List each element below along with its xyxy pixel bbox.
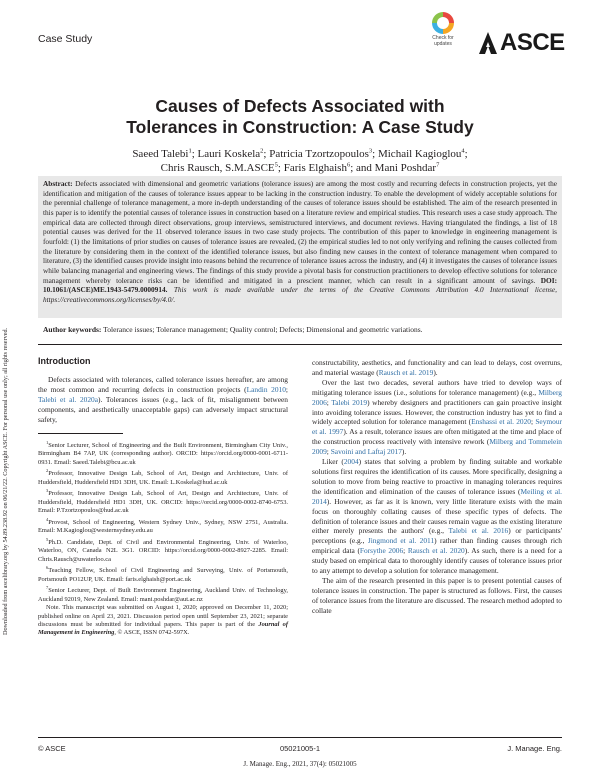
journal-name: Journal of Management in Engineering [38,621,288,637]
manuscript-note: Note. This manuscript was submitted on August 1, 2020; approved on December 11, 2020; published online on April 23, 2021. Discussion period open until September 23, 2021; separate discussions must be submitted for individual papers. This paper is part of the Journal of Management in Engineering, © ASCE, ISSN 0742-597X. [38,604,288,637]
author-name: Michail Kagioglou [377,148,462,160]
keywords-text: Tolerance issues; Tolerance management; Quality control; Defects; Dimensional and geometric variations. [103,325,423,334]
download-side-note: Downloaded from ascelibrary.org by 54.89.238.92 on 06/21/22. Copyright ASCE. For personal use only; all rights reserved. [2,327,9,635]
author-affiliation-number: 2 [260,147,264,155]
abstract-label: Abstract: [43,179,73,188]
abstract-box [38,176,562,318]
author-affiliation-number: 4 [461,147,465,155]
abstract-doi[interactable]: DOI: 10.1061/(ASCE)ME.1943-5479.0000914. [43,275,557,295]
abstract-text: Defects associated with dimensional and geometric variations (tolerance issues) are among the most costly and recurring defects in construction projects, yet the identification and mitigation of the causes of tolerance issues appear to be lacking in the construction industry. To enable the development of widely acceptable solutions for the perennial challenge of tolerance management, a more in-depth understanding of the causes of tolerance issues should be established. The aim of the research presented in this paper is to identify the potential causes of tolerance issues in construction based on a literature review and empirical studies. This research uses a case study approach. The empirical data are collected through direct observations, group interviews, semistructured interviews, and document reviews. Having triangulated the findings, a list of 18 potential causes was derived for the 11 observed tolerance issues in two case study projects. The contribution of this paper to knowledge in engineering management is fourfold: (1) the limitations of prior studies on causes of tolerance issues are revealed, (2) the empirical studies led to not only verifying and refining the causes collected from the literature by considering them in the context of the identified tolerance issues, but also finding new causes in the context of tolerance management when compared to literature, (3) the identified causes provide insight into reasons behind the recurrence of tolerance issues across the industry, and (4) it investigates the causes of tolerance issues while balancing managerial and engineering views. The findings of this study provide a pivotal basis for construction practitioners to develop effective solutions for tolerance management whereby tolerance risks can be identified and mitigated in a prescient manner, which can result in a significant amount of savings. [43,179,557,285]
logo-wordmark: ASCE [500,29,565,56]
right-paragraph-4: The aim of the research presented in this paper is to present potential causes of tolerance issues in construction. The paper is structured as follows. First, the causes of tolerance issues from the literature are discussed. The research method adopted to collate [312,575,562,615]
footer-divider [38,737,562,738]
badge-line1: Check for [432,35,454,41]
right-paragraph-3: Liker (2004) states that solving a problem by finding suitable and workable solutions first requires the identification of its causes. More specifically, designing a solution to move from being reactive to proactive in managing tolerances requires the identification and elimination of the causes of tolerance issues (Meiling et al. 2014). However, as far as it is known, very little literature exists with the main focus on thoroughly collating causes of these specific types of defects. The definition of tolerance issues and their causes remain vague as the existing literature either merely presents the authors' (e.g., Talebi et al. 2016) or participants' perceptions (e.g., Jingmond et al. 2011) rather than finding causes through rich empirical data (Forsythe 2006; Rausch et al. 2020). As such, there is a need for a study based on empirical data to thoroughly identify causes of tolerance issues prior to any attempt to develop a solution for tolerance management. [312,457,562,576]
citation-link[interactable]: 2004 [343,457,359,467]
check-updates-icon [432,12,454,34]
asce-logo-icon [478,31,498,55]
author-affiliation-number: 7 [436,161,440,169]
check-for-updates-badge[interactable] [430,12,456,50]
citation-link[interactable]: Rausch et al. 2019 [378,367,434,377]
author-name: Chris Rausch, S.M.ASCE [160,162,275,174]
abstract-license: This work is made available under the terms of the Creative Commons Attribution 4.0 International license, https://creativecommons.org/licenses/by/4.0/. [43,285,557,304]
intro-paragraph-1: Defects associated with tolerances, called tolerance issues hereafter, are among the most common and recurring defects in construction projects (Landin 2010; Talebi et al. 2020a). Tolerances issues (e.g., lack of fit, misalignment between components, and aesthetically unacceptable gaps) can adversely impact structural safety, [38,375,288,424]
citation-link[interactable]: Jingmond et al. 2011 [367,536,435,546]
author-name: Faris Elghaish [283,162,347,174]
keywords-label: Author keywords: [43,325,102,334]
citation-link[interactable]: Savoini and Laftaj 2017 [330,447,402,457]
citation-link[interactable]: Talebi 2019 [331,397,368,407]
publisher-logo [478,30,565,56]
author-affiliation-number: 6 [346,161,351,169]
footer-citation: J. Manage. Eng., 2021, 37(4): 05021005 [243,760,357,768]
paper-title [40,96,560,138]
title-line-1: Causes of Defects Associated with [155,96,445,116]
citation-link[interactable]: Talebi et al. 2020a [38,394,99,404]
citation-link[interactable]: Milberg and Tommelein 2009 [312,437,563,457]
footnotes [38,439,288,605]
title-line-2: Tolerances in Construction: A Case Study [126,117,474,137]
footnote: $^1$Senior Lecturer, School of Engineering and the Built Environment, Birmingham City Univ., Birmingham B4 7AP, UK (corresponding author). ORCID: https://orcid.org/0000-0001-6711-0931. Email: Saeed.Talebi@bcu.ac.uk [38,439,288,466]
citation-link[interactable]: Landin 2010 [246,384,286,394]
author-name: Patricia Tzortzopoulos [269,148,369,160]
section-divider [38,344,562,345]
right-paragraph-1: constructability, aesthetics, and functionality and can lead to delays, cost overruns, and material wastage (Rausch et al. 2019). [312,358,562,377]
footnote: $^4$Provost, School of Engineering, Western Sydney Univ., Sydney, NSW 2751, Australia. Email: M.Kagioglou@westernsydney.edu.au [38,516,288,535]
keywords-box [38,322,562,340]
footnote: $^3$Professor, Innovative Design Lab, School of Art, Design and Architecture, Univ. of Huddersfield, Huddersfield HD1 3DH, UK. ORCID: https://orcid.org/0000-0002-8740-6753. Email: P.Tzortzopoulos@hud.ac.uk [38,488,288,515]
author-name: Lauri Koskela [197,148,261,160]
citation-link[interactable]: Seymour et al. 1997 [312,417,562,437]
footer-copyright: © ASCE [38,744,66,753]
citation-link[interactable]: Forsythe 2006 [359,546,404,556]
author-line-2: Chris Rausch, S.M.ASCE$^5$; Faris Elghaish$^6$; and Mani Poshdar$^7$ [160,161,440,174]
footnote: $^6$Teaching Fellow, School of Civil Engineering and Surveying, Univ. of Portsmouth, Portsmouth PO12UP, UK. Email: faris.elghaish@port.ac.uk [38,565,288,583]
footnote: $^5$Ph.D. Candidate, Dept. of Civil and Environmental Engineering, Univ. of Waterloo, Waterloo, ON, Canada N2L 3G1. ORCID: https://orcid.org/0000-0002-8927-2285. Email: Chris.Rausch@uwaterloo.ca [38,536,288,563]
author-list [60,147,540,175]
citation-link[interactable]: Enshassi et al. 2020 [471,417,532,427]
author-line-1: Saeed Talebi$^1$; Lauri Koskela$^2$; Patricia Tzortzopoulos$^3$; Michail Kagioglou$^4$; [132,147,468,160]
footnote: $^7$Senior Lecturer, Dept. of Built Environment Engineering, Auckland Univ. of Technology, Auckland 92019, New Zealand. Email: mani.poshdar@aut.ac.nz [38,585,288,603]
author-name: Mani Poshdar [374,162,437,174]
author-name: Saeed Talebi [132,148,189,160]
section-label: Case Study [38,33,93,45]
footer-article-number: 05021005-1 [279,744,321,753]
footnote: $^2$Professor, Innovative Design Lab, School of Art, Design and Architecture, Univ. of Huddersfield, Huddersfield HD1 3DH, UK. Email: L.Koskela@hud.ac.uk [38,468,288,486]
author-affiliation-number: 1 [188,147,192,155]
citation-link[interactable]: Milberg 2006 [312,387,562,407]
citation-link[interactable]: Rausch et al. 2020 [407,546,465,556]
author-affiliation-number: 3 [368,147,373,155]
footer-journal: J. Manage. Eng. [507,744,562,753]
citation-link[interactable]: Meiling et al. 2014 [312,486,562,506]
badge-line2: updates [434,40,452,47]
right-column [312,358,562,616]
author-affiliation-number: 5 [274,161,278,169]
introduction-heading: Introduction [38,356,91,366]
left-column [38,356,288,638]
footnote-divider [38,433,123,434]
right-paragraph-2: Over the last two decades, several authors have tried to develop ways of mitigating tolerance issues (i.e., solutions for tolerance management) (e.g., Milberg 2006; Talebi 2019) whereby designers and practitioners can gain proactive insight into avoiding tolerance issues. However, the construction industry has yet to find a widely accepted solution for tolerance management (Enshassi et al. 2020; Seymour et al. 1997). As a result, tolerance issues are often mitigated at the time and place of the construction process reactively with intensive rework (Milberg and Tommelein 2009; Savoini and Laftaj 2017). [312,377,563,457]
citation-link[interactable]: Talebi et al. 2016 [448,526,509,536]
